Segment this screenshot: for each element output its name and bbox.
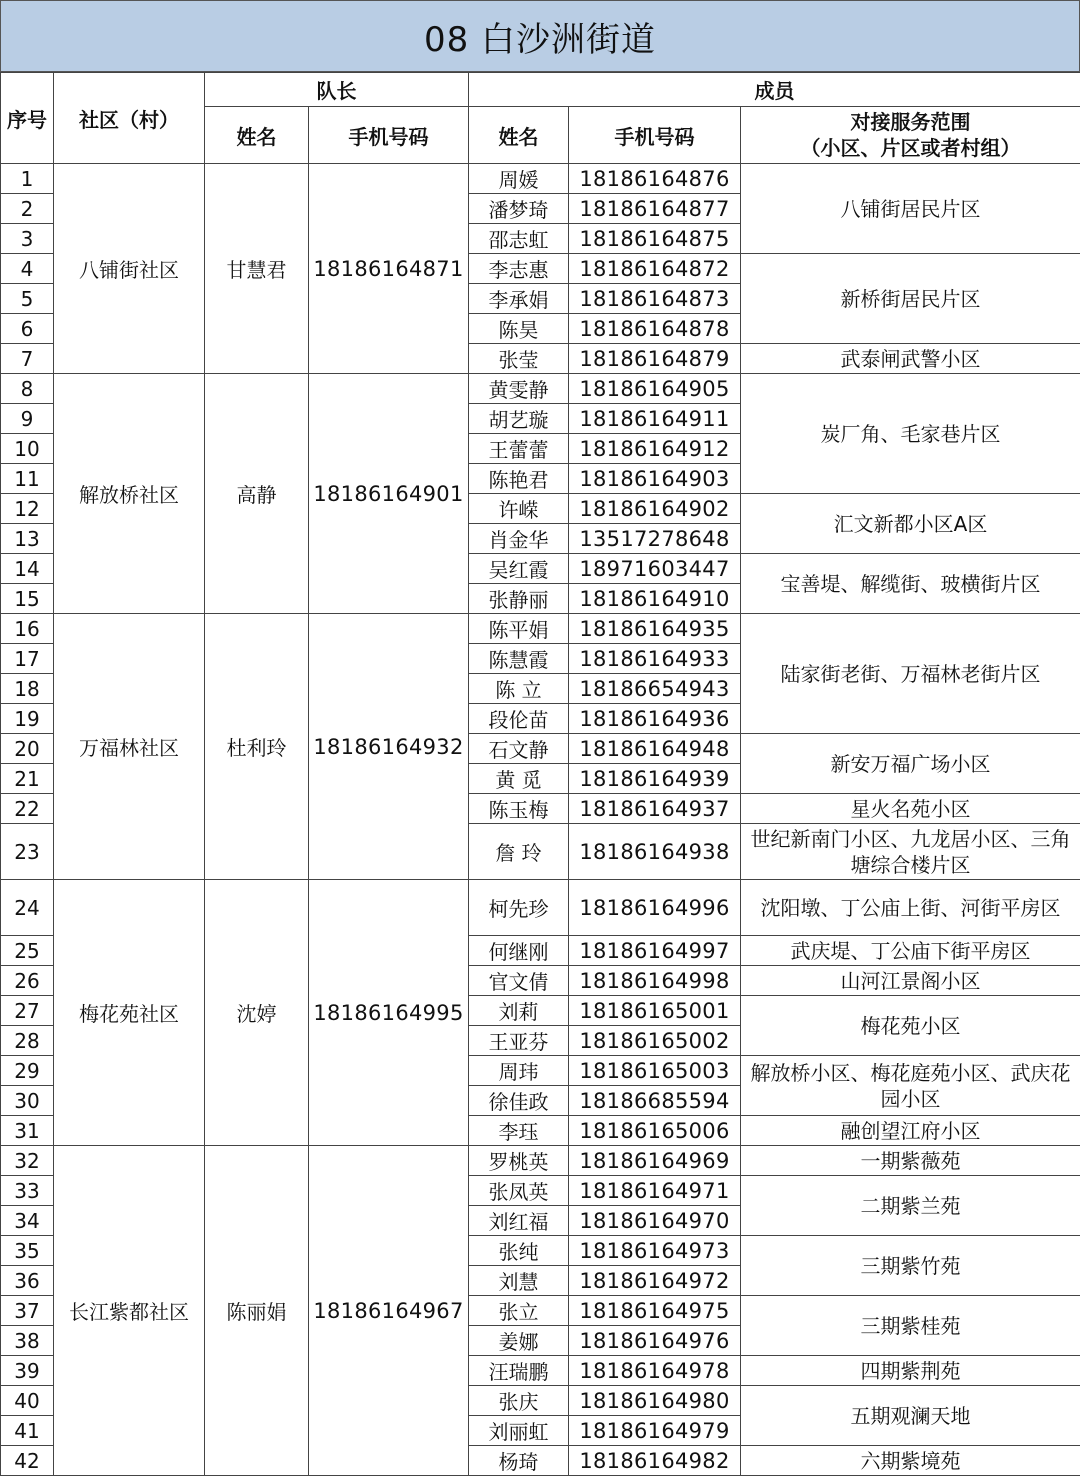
- service-area-cell: 新安万福广场小区: [741, 734, 1080, 794]
- seq-cell: 29: [1, 1056, 54, 1086]
- member-phone-cell: 18186164872: [569, 254, 741, 284]
- member-phone-cell: 18186164903: [569, 464, 741, 494]
- member-name-cell: 许嵘: [469, 494, 569, 524]
- table-body: [1, 164, 1080, 1476]
- header-member-name: 姓名: [469, 107, 569, 164]
- member-phone-cell: 18186165002: [569, 1026, 741, 1056]
- seq-cell: 3: [1, 224, 54, 254]
- seq-cell: 32: [1, 1146, 54, 1176]
- member-phone-cell: 18186164877: [569, 194, 741, 224]
- table-row: [1, 1146, 1080, 1176]
- header-leader-phone: 手机号码: [309, 107, 469, 164]
- service-area-cell: 五期观澜天地: [741, 1386, 1080, 1446]
- member-name-cell: 段伦苗: [469, 704, 569, 734]
- member-name-cell: 陈玉梅: [469, 794, 569, 824]
- member-phone-cell: 18186164973: [569, 1236, 741, 1266]
- member-name-cell: 陈平娟: [469, 614, 569, 644]
- member-phone-cell: 18186164937: [569, 794, 741, 824]
- member-name-cell: 刘红福: [469, 1206, 569, 1236]
- member-name-cell: 陈艳君: [469, 464, 569, 494]
- service-area-cell: 星火名苑小区: [741, 794, 1080, 824]
- leader-phone-cell: 18186164967: [309, 1146, 469, 1476]
- service-area-cell: 六期紫境苑: [741, 1446, 1080, 1476]
- member-phone-cell: 18186164935: [569, 614, 741, 644]
- seq-cell: 39: [1, 1356, 54, 1386]
- member-phone-cell: 18186164938: [569, 824, 741, 880]
- member-name-cell: 张静丽: [469, 584, 569, 614]
- member-phone-cell: 18186164972: [569, 1266, 741, 1296]
- seq-cell: 9: [1, 404, 54, 434]
- member-phone-cell: 18186164912: [569, 434, 741, 464]
- member-phone-cell: 18186165006: [569, 1116, 741, 1146]
- member-name-cell: 王蕾蕾: [469, 434, 569, 464]
- member-name-cell: 汪瑞鹏: [469, 1356, 569, 1386]
- member-phone-cell: 18186164976: [569, 1326, 741, 1356]
- header-community: 社区（村）: [54, 73, 205, 164]
- member-name-cell: 刘莉: [469, 996, 569, 1026]
- seq-cell: 17: [1, 644, 54, 674]
- seq-cell: 36: [1, 1266, 54, 1296]
- member-phone-cell: 18186654943: [569, 674, 741, 704]
- seq-cell: 37: [1, 1296, 54, 1326]
- leader-name-cell: 甘慧君: [205, 164, 309, 374]
- seq-cell: 35: [1, 1236, 54, 1266]
- service-area-cell: 汇文新都小区A区: [741, 494, 1080, 554]
- member-phone-cell: 18186164969: [569, 1146, 741, 1176]
- seq-cell: 27: [1, 996, 54, 1026]
- member-name-cell: 官文倩: [469, 966, 569, 996]
- leader-phone-cell: 18186164901: [309, 374, 469, 614]
- member-name-cell: 邵志虹: [469, 224, 569, 254]
- leader-phone-cell: 18186164932: [309, 614, 469, 880]
- member-phone-cell: 18971603447: [569, 554, 741, 584]
- service-area-cell: 梅花苑小区: [741, 996, 1080, 1056]
- member-name-cell: 吴红霞: [469, 554, 569, 584]
- header-seq: 序号: [1, 73, 54, 164]
- member-phone-cell: 18186164998: [569, 966, 741, 996]
- seq-cell: 33: [1, 1176, 54, 1206]
- service-area-cell: 八铺街居民片区: [741, 164, 1080, 254]
- member-name-cell: 张莹: [469, 344, 569, 374]
- member-name-cell: 张纯: [469, 1236, 569, 1266]
- member-name-cell: 周媛: [469, 164, 569, 194]
- member-phone-cell: 18186164879: [569, 344, 741, 374]
- member-name-cell: 陈昊: [469, 314, 569, 344]
- seq-cell: 41: [1, 1416, 54, 1446]
- service-area-cell: 武庆堤、丁公庙下街平房区: [741, 936, 1080, 966]
- member-phone-cell: 18186164978: [569, 1356, 741, 1386]
- member-phone-cell: 18186164997: [569, 936, 741, 966]
- member-name-cell: 黄 觅: [469, 764, 569, 794]
- member-name-cell: 王亚芬: [469, 1026, 569, 1056]
- leader-name-cell: 沈婷: [205, 880, 309, 1146]
- seq-cell: 19: [1, 704, 54, 734]
- service-area-cell: 陆家街老街、万福林老街片区: [741, 614, 1080, 734]
- service-area-cell: 宝善堤、解缆街、玻横街片区: [741, 554, 1080, 614]
- service-area-cell: 新桥街居民片区: [741, 254, 1080, 344]
- service-area-cell: 一期紫薇苑: [741, 1146, 1080, 1176]
- member-phone-cell: 18186164971: [569, 1176, 741, 1206]
- seq-cell: 15: [1, 584, 54, 614]
- member-name-cell: 黄雯静: [469, 374, 569, 404]
- service-area-cell: 山河江景阁小区: [741, 966, 1080, 996]
- member-phone-cell: 18186685594: [569, 1086, 741, 1116]
- seq-cell: 13: [1, 524, 54, 554]
- seq-cell: 2: [1, 194, 54, 224]
- member-name-cell: 刘丽虹: [469, 1416, 569, 1446]
- leader-name-cell: 杜利玲: [205, 614, 309, 880]
- header-member-phone: 手机号码: [569, 107, 741, 164]
- member-phone-cell: 18186164905: [569, 374, 741, 404]
- member-phone-cell: 18186164970: [569, 1206, 741, 1236]
- member-phone-cell: 18186164878: [569, 314, 741, 344]
- member-phone-cell: 18186164948: [569, 734, 741, 764]
- member-phone-cell: 18186164875: [569, 224, 741, 254]
- seq-cell: 42: [1, 1446, 54, 1476]
- member-name-cell: 詹 玲: [469, 824, 569, 880]
- seq-cell: 5: [1, 284, 54, 314]
- seq-cell: 4: [1, 254, 54, 284]
- member-phone-cell: 18186164996: [569, 880, 741, 936]
- seq-cell: 26: [1, 966, 54, 996]
- community-cell: 解放桥社区: [54, 374, 205, 614]
- seq-cell: 20: [1, 734, 54, 764]
- service-area-cell: 融创望江府小区: [741, 1116, 1080, 1146]
- community-cell: 万福林社区: [54, 614, 205, 880]
- member-phone-cell: 18186164982: [569, 1446, 741, 1476]
- service-area-cell: 四期紫荆苑: [741, 1356, 1080, 1386]
- seq-cell: 24: [1, 880, 54, 936]
- seq-cell: 21: [1, 764, 54, 794]
- member-phone-cell: 18186164979: [569, 1416, 741, 1446]
- member-name-cell: 李承娟: [469, 284, 569, 314]
- seq-cell: 25: [1, 936, 54, 966]
- leader-phone-cell: 18186164995: [309, 880, 469, 1146]
- community-cell: 八铺街社区: [54, 164, 205, 374]
- service-area-cell: 二期紫兰苑: [741, 1176, 1080, 1236]
- member-phone-cell: 18186164902: [569, 494, 741, 524]
- service-area-cell: 武泰闸武警小区: [741, 344, 1080, 374]
- leader-name-cell: 陈丽娟: [205, 1146, 309, 1476]
- member-phone-cell: 18186164873: [569, 284, 741, 314]
- member-name-cell: 张凤英: [469, 1176, 569, 1206]
- member-phone-cell: 18186164933: [569, 644, 741, 674]
- seq-cell: 31: [1, 1116, 54, 1146]
- service-area-cell: 沈阳墩、丁公庙上街、河街平房区: [741, 880, 1080, 936]
- table-row: [1, 374, 1080, 404]
- seq-cell: 11: [1, 464, 54, 494]
- seq-cell: 14: [1, 554, 54, 584]
- member-name-cell: 张庆: [469, 1386, 569, 1416]
- member-name-cell: 徐佳政: [469, 1086, 569, 1116]
- member-name-cell: 周玮: [469, 1056, 569, 1086]
- member-name-cell: 张立: [469, 1296, 569, 1326]
- table-row: [1, 164, 1080, 194]
- seq-cell: 10: [1, 434, 54, 464]
- seq-cell: 30: [1, 1086, 54, 1116]
- member-phone-cell: 18186165001: [569, 996, 741, 1026]
- member-phone-cell: 18186164980: [569, 1386, 741, 1416]
- page-title: 08 白沙洲街道: [0, 0, 1080, 72]
- member-name-cell: 柯先珍: [469, 880, 569, 936]
- service-area-cell: 炭厂角、毛家巷片区: [741, 374, 1080, 494]
- community-cell: 梅花苑社区: [54, 880, 205, 1146]
- member-name-cell: 罗桃英: [469, 1146, 569, 1176]
- seq-cell: 12: [1, 494, 54, 524]
- seq-cell: 38: [1, 1326, 54, 1356]
- member-name-cell: 李珏: [469, 1116, 569, 1146]
- leader-name-cell: 高静: [205, 374, 309, 614]
- member-name-cell: 肖金华: [469, 524, 569, 554]
- header-scope-line2: （小区、片区或者村组）: [801, 136, 1021, 160]
- service-area-cell: 世纪新南门小区、九龙居小区、三角塘综合楼片区: [741, 824, 1080, 880]
- table-row: [1, 880, 1080, 936]
- seq-cell: 8: [1, 374, 54, 404]
- leader-phone-cell: 18186164871: [309, 164, 469, 374]
- service-area-cell: 三期紫桂苑: [741, 1296, 1080, 1356]
- member-name-cell: 何继刚: [469, 936, 569, 966]
- seq-cell: 28: [1, 1026, 54, 1056]
- table-row: [1, 614, 1080, 644]
- service-area-cell: 三期紫竹苑: [741, 1236, 1080, 1296]
- seq-cell: 1: [1, 164, 54, 194]
- seq-cell: 6: [1, 314, 54, 344]
- member-name-cell: 石文静: [469, 734, 569, 764]
- seq-cell: 16: [1, 614, 54, 644]
- member-name-cell: 陈 立: [469, 674, 569, 704]
- member-phone-cell: 18186164910: [569, 584, 741, 614]
- seq-cell: 23: [1, 824, 54, 880]
- community-cell: 长江紫都社区: [54, 1146, 205, 1476]
- header-scope-line1: 对接服务范围: [851, 110, 971, 134]
- member-name-cell: 姜娜: [469, 1326, 569, 1356]
- service-area-cell: 解放桥小区、梅花庭苑小区、武庆花园小区: [741, 1056, 1080, 1116]
- member-phone-cell: 18186165003: [569, 1056, 741, 1086]
- seq-cell: 18: [1, 674, 54, 704]
- member-name-cell: 潘梦琦: [469, 194, 569, 224]
- member-phone-cell: 13517278648: [569, 524, 741, 554]
- member-phone-cell: 18186164939: [569, 764, 741, 794]
- header-members: 成员: [469, 73, 1080, 107]
- member-name-cell: 刘慧: [469, 1266, 569, 1296]
- header-scope: [741, 107, 1080, 164]
- member-phone-cell: 18186164876: [569, 164, 741, 194]
- member-phone-cell: 18186164911: [569, 404, 741, 434]
- header-leader-name: 姓名: [205, 107, 309, 164]
- staff-table: [0, 72, 1080, 1476]
- seq-cell: 22: [1, 794, 54, 824]
- member-phone-cell: 18186164975: [569, 1296, 741, 1326]
- member-name-cell: 李志惠: [469, 254, 569, 284]
- member-name-cell: 胡艺璇: [469, 404, 569, 434]
- member-name-cell: 杨琦: [469, 1446, 569, 1476]
- seq-cell: 34: [1, 1206, 54, 1236]
- header-leader: 队长: [205, 73, 469, 107]
- member-phone-cell: 18186164936: [569, 704, 741, 734]
- seq-cell: 7: [1, 344, 54, 374]
- seq-cell: 40: [1, 1386, 54, 1416]
- member-name-cell: 陈慧霞: [469, 644, 569, 674]
